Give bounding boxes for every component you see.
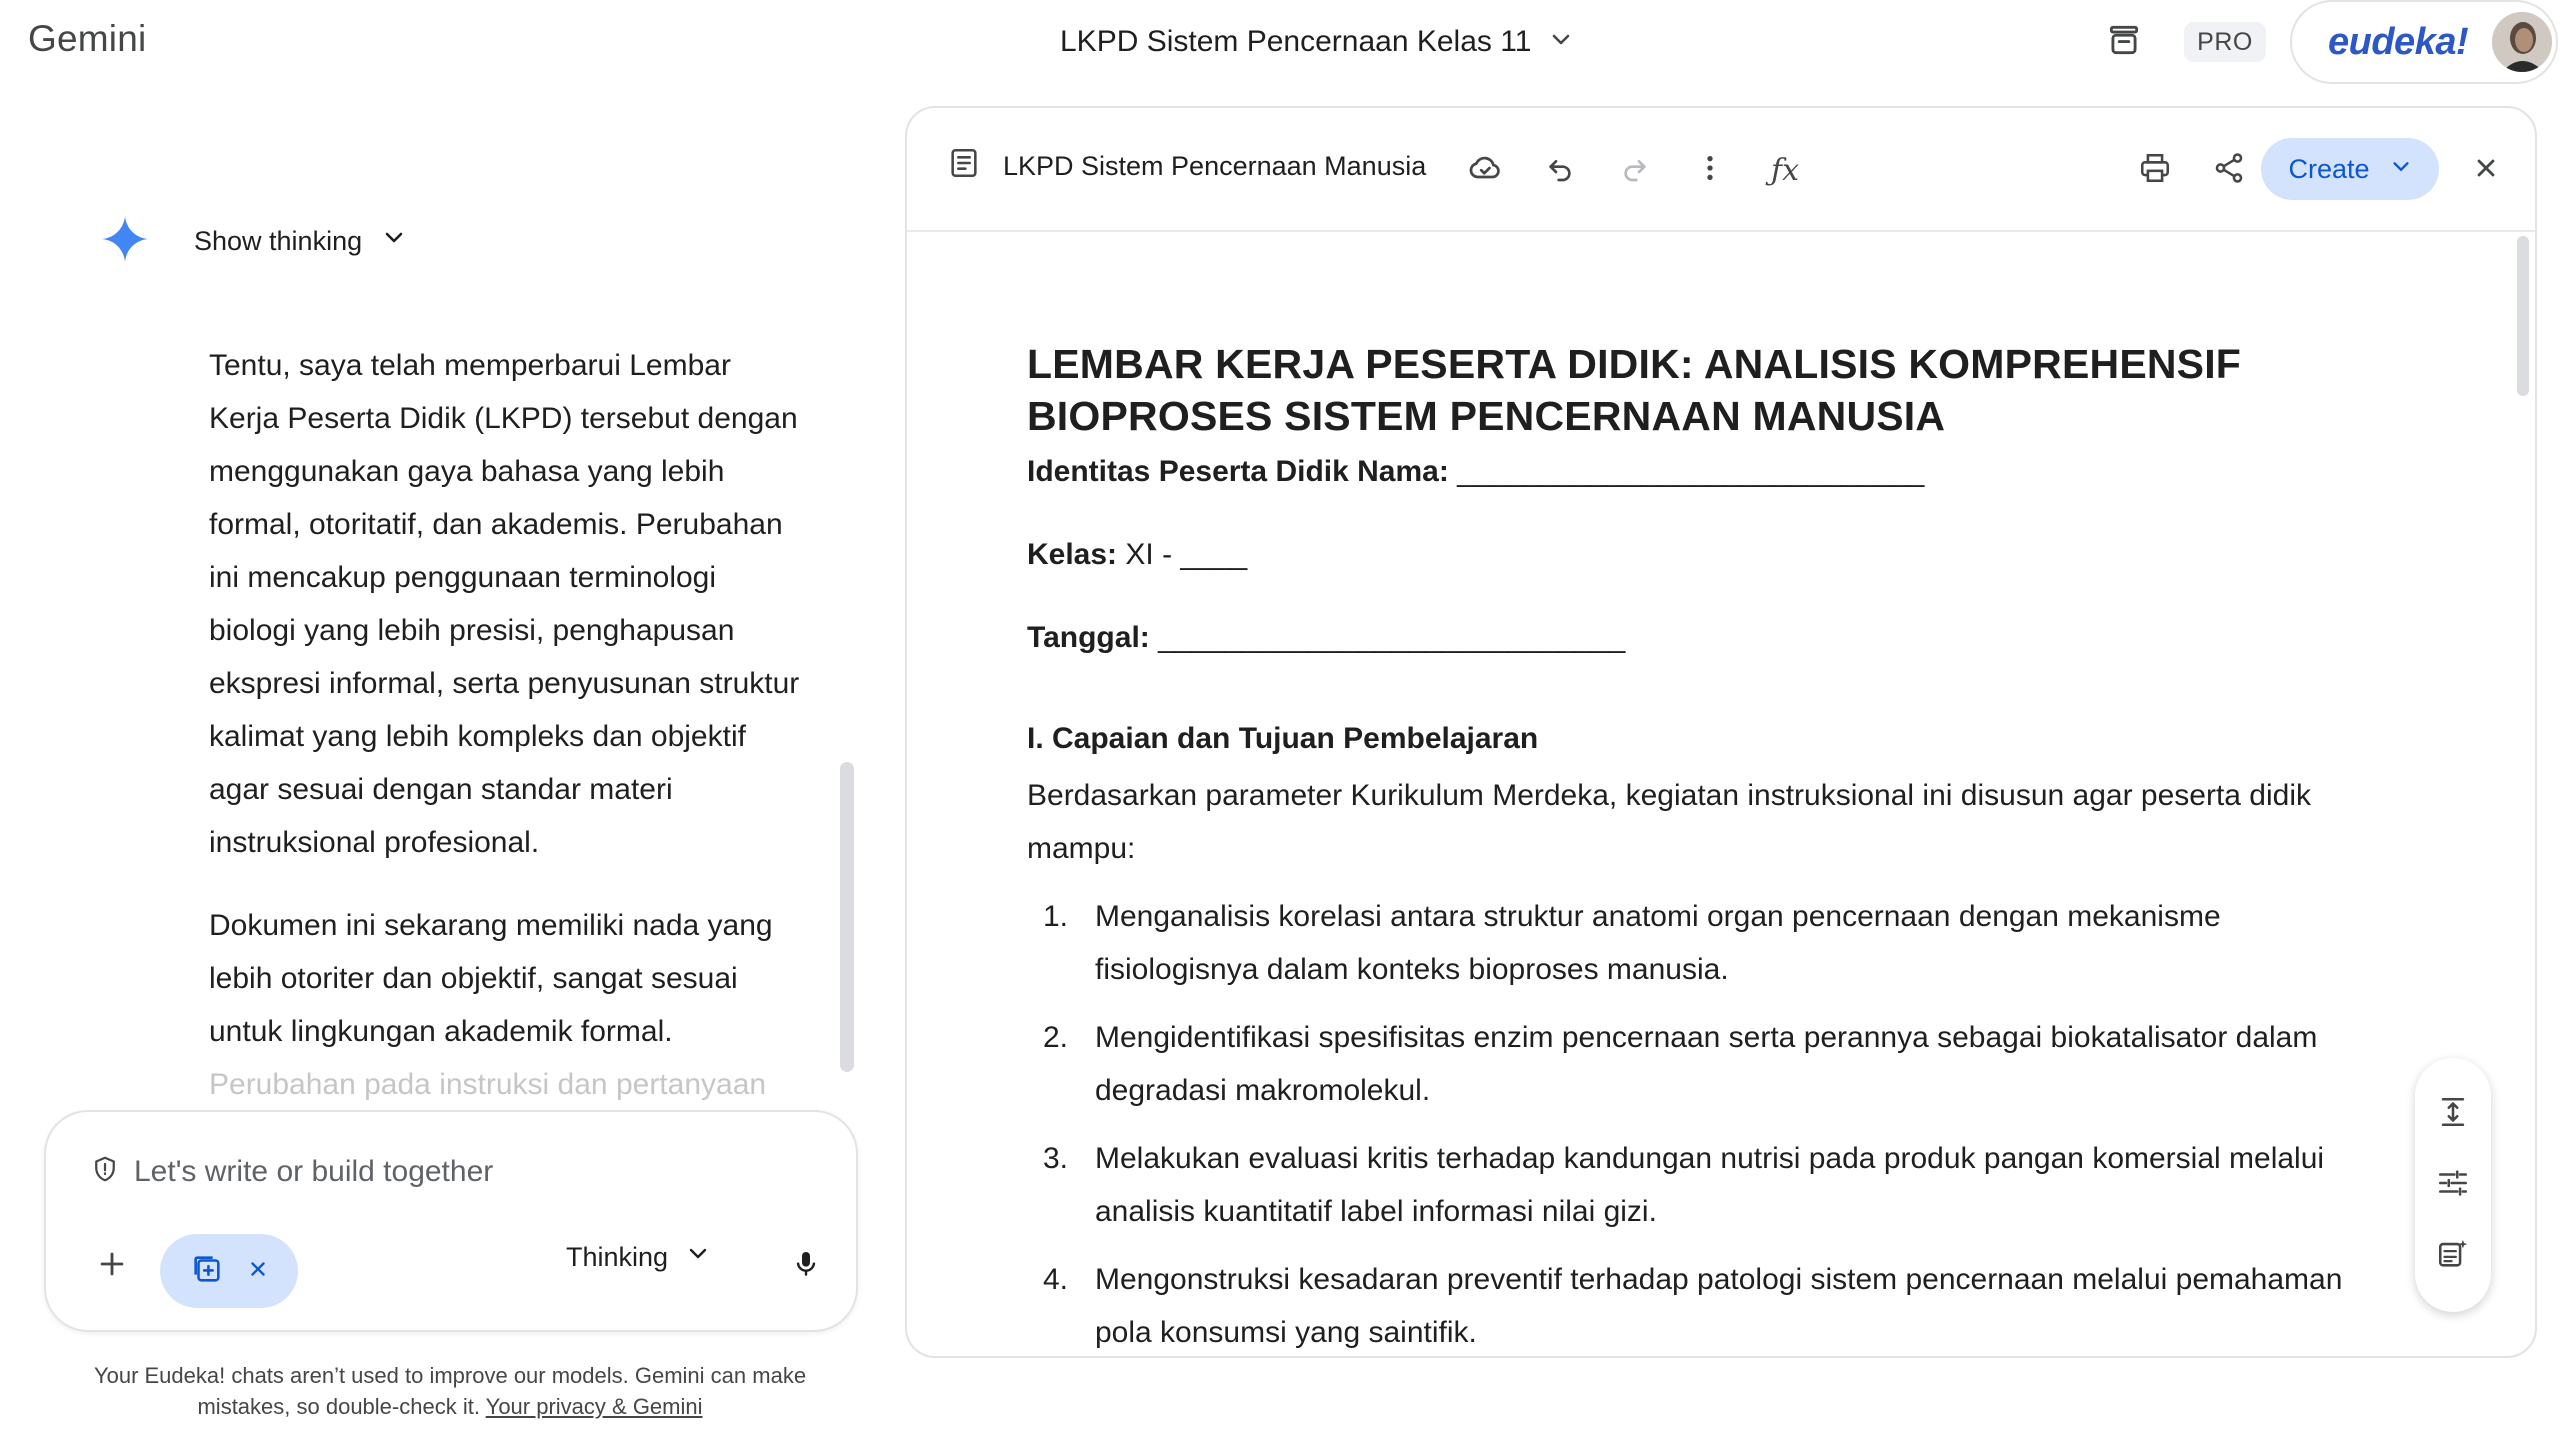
create-label: Create bbox=[2288, 153, 2370, 184]
canvas-icon bbox=[190, 1252, 224, 1291]
identity-label: Identitas Peserta Didik Nama: bbox=[1027, 455, 1449, 488]
more-vert-icon bbox=[1694, 152, 1726, 189]
document-heading-line: LEMBAR KERJA PESERTA DIDIK: ANALISIS KOMPREHENSIF bbox=[1027, 341, 2242, 387]
app-title[interactable]: Gemini bbox=[28, 18, 147, 59]
create-button[interactable] bbox=[2261, 138, 2439, 200]
chevron-down-icon bbox=[686, 1242, 710, 1273]
response-paragraph-text: Dokumen ini sekarang memiliki nada yang lebih otoriter dan objektif, sangat sesuai untuk lingkungan akademik formal. bbox=[209, 909, 773, 1048]
document-scrollbar[interactable] bbox=[2517, 236, 2529, 396]
temporary-chat-button[interactable] bbox=[2098, 16, 2150, 68]
list-item bbox=[1027, 1132, 2367, 1238]
chevron-down-icon bbox=[2390, 154, 2412, 185]
date-field bbox=[1027, 618, 2367, 658]
prompt-composer bbox=[44, 1110, 858, 1332]
archive-icon bbox=[2105, 21, 2143, 64]
gemini-spark-icon bbox=[100, 214, 150, 269]
plus-icon bbox=[95, 1247, 129, 1286]
close-icon bbox=[2472, 154, 2500, 187]
show-thinking-label: Show thinking bbox=[194, 226, 363, 256]
list-item-number: 2. bbox=[1043, 1021, 1069, 1054]
saved-status-button[interactable] bbox=[1459, 144, 1511, 196]
model-label: Thinking bbox=[566, 1242, 669, 1272]
document-heading-line: BIOPROSES SISTEM PENCERNAAN MANUSIA bbox=[1027, 393, 1946, 439]
response-paragraph bbox=[209, 899, 809, 1111]
chevron-down-icon bbox=[1549, 28, 1573, 57]
canvas-panel bbox=[905, 106, 2537, 1358]
microphone-icon bbox=[790, 1248, 822, 1285]
response-faded-text: Perubahan pada instruksi dan pertanyaan bbox=[209, 1068, 767, 1101]
list-item-text: Mengidentifikasi spesifisitas enzim pencernaan serta perannya sebagai biokatalisator dalam degradasi makromolekul. bbox=[1095, 1021, 2318, 1107]
identity-blank: ____________________________ bbox=[1457, 455, 1925, 488]
class-field bbox=[1027, 535, 2367, 575]
show-thinking-button[interactable] bbox=[194, 226, 406, 257]
cloud-done-icon bbox=[1467, 150, 1503, 191]
document-title-text: LKPD Sistem Pencernaan Manusia bbox=[1003, 151, 1427, 181]
model-response bbox=[209, 339, 809, 1111]
adjust-reading-level-button[interactable] bbox=[2429, 1161, 2477, 1209]
list-item bbox=[1027, 890, 2367, 996]
redo-button[interactable] bbox=[1609, 144, 1661, 196]
microphone-button[interactable] bbox=[776, 1236, 836, 1296]
document-body[interactable] bbox=[1027, 338, 2367, 1358]
document-icon bbox=[947, 146, 981, 187]
chat-panel bbox=[0, 84, 880, 1432]
objectives-list bbox=[1027, 890, 2367, 1358]
canvas-tool-chip[interactable] bbox=[160, 1234, 298, 1308]
formula-button[interactable] bbox=[1759, 144, 1811, 196]
model-selector[interactable] bbox=[566, 1242, 710, 1273]
top-bar bbox=[0, 0, 2560, 84]
date-blank: ____________________________ bbox=[1158, 621, 1626, 654]
pro-badge: PRO bbox=[2184, 22, 2266, 62]
prompt-placeholder: Let's write or build together bbox=[134, 1154, 494, 1188]
suggest-edits-button[interactable] bbox=[2429, 1232, 2477, 1280]
list-item-number: 1. bbox=[1043, 900, 1069, 933]
list-item bbox=[1027, 1253, 2367, 1358]
prompt-input[interactable] bbox=[90, 1154, 493, 1189]
share-button[interactable] bbox=[2203, 144, 2255, 196]
response-header bbox=[100, 214, 406, 269]
shield-icon bbox=[90, 1154, 120, 1189]
print-icon bbox=[2138, 151, 2172, 190]
list-item-text: Melakukan evaluasi kritis terhadap kandungan nutrisi pada produk pangan komersial melalui analisis kuantitatif label informasi nilai gizi. bbox=[1095, 1142, 2325, 1228]
redo-icon bbox=[1619, 152, 1651, 189]
date-label: Tanggal: bbox=[1027, 621, 1150, 654]
tune-icon bbox=[2436, 1166, 2470, 1205]
undo-icon bbox=[1544, 152, 1576, 189]
floating-edit-tools bbox=[2415, 1058, 2491, 1312]
undo-button[interactable] bbox=[1534, 144, 1586, 196]
chevron-down-icon bbox=[382, 226, 406, 257]
disclaimer-text: Your Eudeka! chats aren’t used to improve our models. Gemini can make mistakes, so double-check it. bbox=[93, 1363, 807, 1419]
section-intro: Berdasarkan parameter Kurikulum Merdeka, kegiatan instruksional ini disusun agar peserta didik mampu: bbox=[1027, 779, 2311, 865]
class-label: Kelas: bbox=[1027, 538, 1118, 571]
print-button[interactable] bbox=[2129, 144, 2181, 196]
list-item bbox=[1027, 1011, 2367, 1117]
function-icon: ƒx bbox=[1770, 152, 1800, 188]
account-switcher[interactable] bbox=[2290, 0, 2558, 84]
list-item-number: 3. bbox=[1043, 1142, 1069, 1175]
list-item-text: Mengonstruksi kesadaran preventif terhadap patologi sistem pencernaan melalui pemahaman pola konsumsi yang saintifik. bbox=[1095, 1263, 2343, 1349]
adjust-length-button[interactable] bbox=[2429, 1090, 2477, 1138]
document-heading bbox=[1027, 338, 2367, 442]
privacy-link[interactable]: Your privacy & Gemini bbox=[485, 1394, 703, 1419]
close-canvas-button[interactable] bbox=[2460, 144, 2512, 196]
list-item-text: Menganalisis korelasi antara struktur anatomi organ pencernaan dengan mekanisme fisiologisnya dalam konteks bioproses manusia. bbox=[1095, 900, 2221, 986]
conversation-title-dropdown[interactable] bbox=[1040, 16, 1593, 68]
canvas-toolbar bbox=[907, 108, 2535, 232]
conversation-title: LKPD Sistem Pencernaan Kelas 11 bbox=[1060, 25, 1532, 58]
privacy-disclaimer bbox=[60, 1360, 840, 1422]
avatar bbox=[2492, 12, 2552, 72]
edit-note-icon bbox=[2436, 1237, 2470, 1276]
account-brand-logo: eudeka! bbox=[2328, 20, 2469, 63]
document-title bbox=[947, 146, 1426, 187]
identity-field bbox=[1027, 452, 2367, 492]
vertical-align-center-icon bbox=[2436, 1095, 2470, 1134]
response-paragraph: Tentu, saya telah memperbarui Lembar Kerja Peserta Didik (LKPD) tersebut dengan menggunakan gaya bahasa yang lebih formal, otoritatif, dan akademis. Perubahan ini mencakup penggunaan terminologi biologi yang lebih presisi, penghapusan ekspresi informal, serta penyusunan struktur kalimat yang lebih kompleks dan objektif agar sesuai dengan standar materi instruksional profesional. bbox=[209, 349, 800, 859]
close-icon[interactable] bbox=[247, 1258, 269, 1285]
list-item-number: 4. bbox=[1043, 1263, 1069, 1296]
share-icon bbox=[2212, 151, 2246, 190]
section-title: I. Capaian dan Tujuan Pembelajaran bbox=[1027, 722, 1539, 755]
add-attachment-button[interactable] bbox=[82, 1236, 142, 1296]
chat-scrollbar[interactable] bbox=[840, 762, 854, 1072]
more-options-button[interactable] bbox=[1684, 144, 1736, 196]
class-value: XI - ____ bbox=[1125, 538, 1248, 571]
